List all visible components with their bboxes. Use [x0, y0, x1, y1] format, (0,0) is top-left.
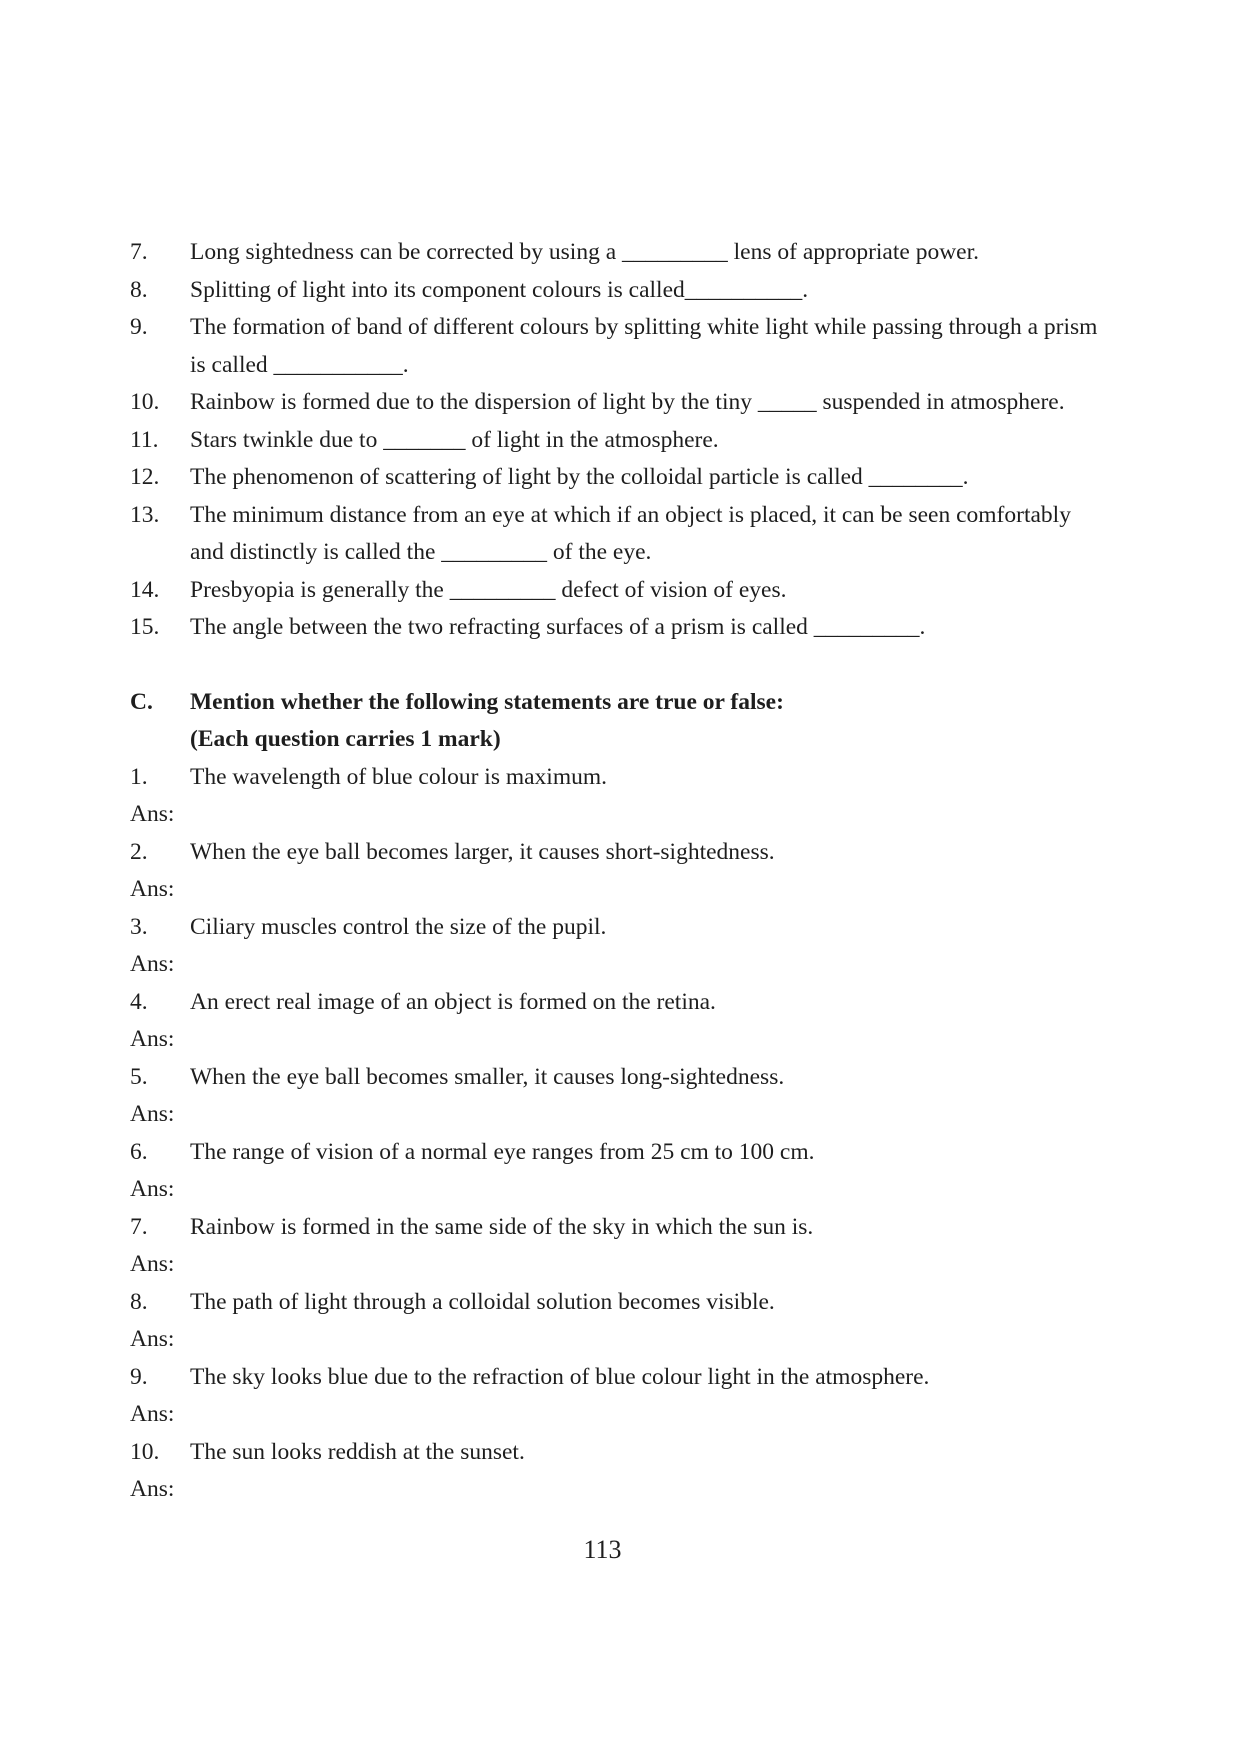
- question-text: The angle between the two refracting surfaces of a prism is called _________.: [190, 614, 926, 640]
- list-item: [130, 909, 1130, 947]
- question-text: The formation of band of different colours by splitting white light while passing through a prism: [190, 314, 1098, 340]
- list-item: [130, 984, 1130, 1022]
- section-title: Mention whether the following statements are true or false:: [190, 688, 784, 715]
- answer-label: Ans:: [130, 801, 175, 827]
- question-text: Stars twinkle due to _______ of light in the atmosphere.: [190, 426, 719, 453]
- question-number: 9.: [130, 314, 148, 340]
- answer-label: Ans:: [130, 951, 175, 977]
- answer-label: Ans:: [130, 1026, 175, 1052]
- section-c-heading: [130, 684, 1130, 759]
- answer-label: Ans:: [130, 876, 175, 902]
- question-text: Rainbow is formed in the same side of the sky in which the sun is.: [190, 1213, 814, 1240]
- list-item: [130, 272, 1130, 310]
- question-text: Presbyopia is generally the _________ defect of vision of eyes.: [190, 576, 787, 603]
- section-label: C.: [130, 688, 153, 715]
- question-text: When the eye ball becomes larger, it causes short-sightedness.: [190, 838, 775, 865]
- answer-label: Ans:: [130, 1176, 175, 1202]
- list-item: [130, 1284, 1130, 1322]
- answer-label: Ans:: [130, 1476, 175, 1502]
- list-item: [130, 1059, 1130, 1097]
- question-number: 6.: [130, 1138, 148, 1165]
- answer-label: Ans:: [130, 1251, 175, 1277]
- question-text: Long sightedness can be corrected by using a _________ lens of appropriate power.: [190, 239, 979, 265]
- question-text: The sun looks reddish at the sunset.: [190, 1438, 525, 1465]
- answer-label: Ans:: [130, 1101, 175, 1127]
- question-number: 9.: [130, 1363, 148, 1390]
- question-text: Rainbow is formed due to the dispersion of light by the tiny _____ suspended in atmosphere.: [190, 389, 1065, 415]
- answer-label: Ans:: [130, 1326, 175, 1352]
- list-item: [130, 1434, 1130, 1472]
- question-number: 1.: [130, 763, 148, 790]
- question-number: 11.: [130, 426, 159, 453]
- question-number: 5.: [130, 1063, 148, 1090]
- list-item: [130, 1134, 1130, 1172]
- question-text: An erect real image of an object is formed on the retina.: [190, 988, 716, 1015]
- question-number: 10.: [130, 1438, 160, 1465]
- list-item: [130, 572, 1130, 610]
- list-item: [130, 422, 1130, 460]
- question-number: 7.: [130, 239, 148, 265]
- question-text: The sky looks blue due to the refraction of blue colour light in the atmosphere.: [190, 1363, 930, 1390]
- question-number: 8.: [130, 1288, 148, 1315]
- question-text: The range of vision of a normal eye ranges from 25 cm to 100 cm.: [190, 1138, 815, 1165]
- question-number: 12.: [130, 464, 160, 490]
- question-number: 4.: [130, 988, 148, 1015]
- question-number: 14.: [130, 576, 160, 603]
- list-item: [130, 1359, 1130, 1397]
- question-number: 3.: [130, 913, 148, 940]
- fill-blanks-list: [130, 234, 1130, 647]
- worksheet-content: [130, 234, 1130, 1509]
- list-item: [130, 309, 1130, 347]
- true-false-list: [130, 759, 1130, 1509]
- question-continuation: is called ___________.: [190, 351, 409, 378]
- question-text: Splitting of light into its component colours is called__________.: [190, 276, 809, 303]
- list-item: [130, 1209, 1130, 1247]
- question-text: The wavelength of blue colour is maximum.: [190, 763, 608, 790]
- question-number: 15.: [130, 614, 160, 640]
- page-number: 113: [583, 1535, 622, 1564]
- question-number: 8.: [130, 276, 148, 303]
- question-number: 13.: [130, 501, 160, 528]
- question-text: When the eye ball becomes smaller, it causes long-sightedness.: [190, 1063, 785, 1090]
- question-text: Ciliary muscles control the size of the pupil.: [190, 913, 607, 940]
- question-text: The path of light through a colloidal solution becomes visible.: [190, 1288, 775, 1315]
- question-number: 2.: [130, 838, 148, 865]
- list-item: [130, 834, 1130, 872]
- list-item: [130, 459, 1130, 497]
- list-item: [130, 609, 1130, 647]
- question-text: The phenomenon of scattering of light by the colloidal particle is called ________.: [190, 464, 969, 490]
- list-item: [130, 759, 1130, 797]
- question-number: 10.: [130, 389, 160, 415]
- section-spacer: [130, 647, 1130, 684]
- list-item: [130, 234, 1130, 272]
- section-title-row: [130, 684, 1130, 722]
- question-text: The minimum distance from an eye at which if an object is placed, it can be seen comfortably: [190, 501, 1071, 528]
- list-item: [130, 384, 1130, 422]
- list-item: [130, 497, 1130, 535]
- section-subtitle: (Each question carries 1 mark): [190, 726, 501, 752]
- answer-label: Ans:: [130, 1401, 175, 1427]
- question-number: 7.: [130, 1213, 148, 1240]
- question-continuation: and distinctly is called the _________ of the eye.: [190, 539, 652, 565]
